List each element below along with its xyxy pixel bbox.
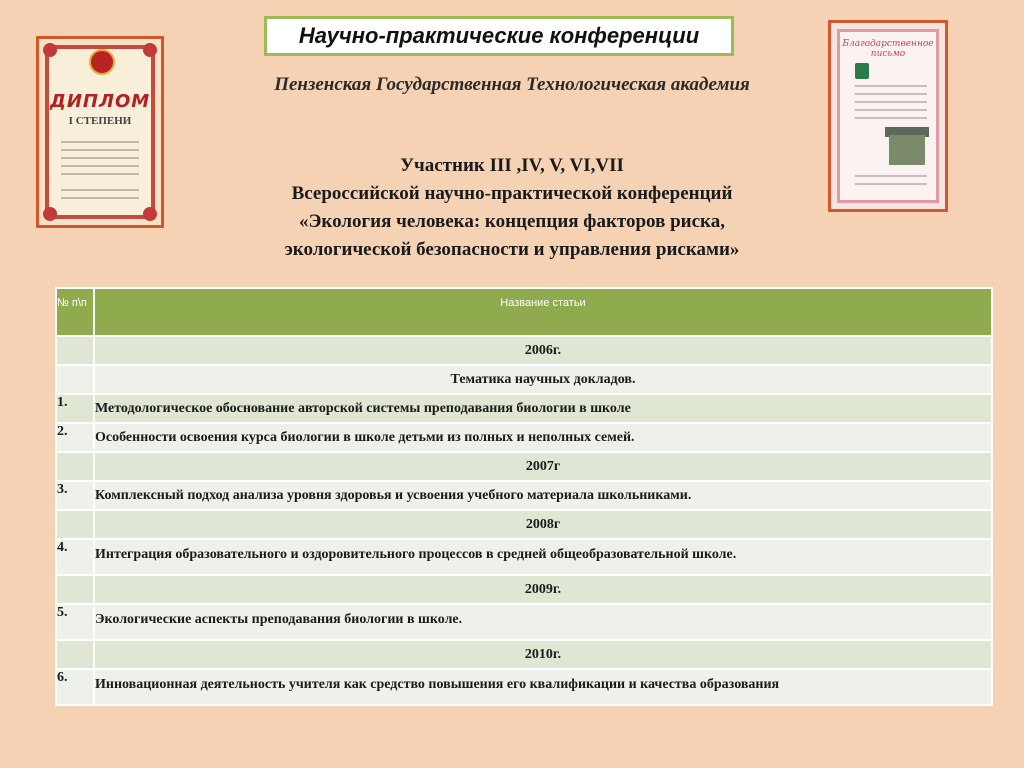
diploma-text-line bbox=[61, 173, 139, 175]
row-number bbox=[56, 640, 94, 669]
row-number: 3. bbox=[56, 481, 94, 510]
diploma-degree: I СТЕПЕНИ bbox=[68, 115, 132, 127]
year-heading: 2006г. bbox=[94, 336, 992, 365]
letter-text-line bbox=[855, 93, 927, 95]
diploma-text-line bbox=[61, 165, 139, 167]
coat-of-arms-icon bbox=[89, 49, 115, 75]
row-number bbox=[56, 365, 94, 394]
section-heading: Тематика научных докладов. bbox=[94, 365, 992, 394]
article-title: Комплексный подход анализа уровня здоровья и усвоения учебного материала школьниками. bbox=[94, 481, 992, 510]
letter-text-line bbox=[855, 117, 927, 119]
participant-line: Участник III ,IV, V, VI,VII bbox=[400, 155, 624, 176]
table-header-row bbox=[56, 288, 992, 336]
participant-line: Всероссийской научно-практической конференций bbox=[291, 183, 733, 204]
article-title: Инновационная деятельность учителя как средство повышения его квалификации и качества образования bbox=[94, 669, 992, 705]
article-title: Методологическое обоснование авторской системы преподавания биологии в школе bbox=[94, 394, 992, 423]
table-row bbox=[56, 539, 992, 575]
letter-text-line bbox=[855, 101, 927, 103]
column-header-title: Название статьи bbox=[94, 288, 992, 336]
row-number: 1. bbox=[56, 394, 94, 423]
table-row bbox=[56, 452, 992, 481]
gratitude-letter-image bbox=[828, 20, 948, 212]
diploma-ornament-icon bbox=[43, 43, 57, 57]
diploma-text-line bbox=[61, 141, 139, 143]
letter-logo-icon bbox=[855, 63, 869, 79]
year-heading: 2010г. bbox=[94, 640, 992, 669]
row-number: 4. bbox=[56, 539, 94, 575]
diploma-word: ДИПЛОМ bbox=[49, 91, 151, 112]
row-number: 6. bbox=[56, 669, 94, 705]
page-title: Научно-практические конференции bbox=[298, 23, 700, 48]
participant-line: «Экология человека: концепция факторов риска, bbox=[299, 211, 725, 232]
article-title: Особенности освоения курса биологии в школе детьми из полных и неполных семей. bbox=[94, 423, 992, 452]
page-title-box bbox=[264, 16, 734, 56]
letter-text-line bbox=[855, 183, 927, 185]
row-number bbox=[56, 336, 94, 365]
row-number: 5. bbox=[56, 604, 94, 640]
table-row bbox=[56, 510, 992, 539]
diploma-text-line bbox=[61, 189, 139, 191]
letter-text-line bbox=[855, 85, 927, 87]
diploma-ornament-icon bbox=[143, 43, 157, 57]
table-row bbox=[56, 575, 992, 604]
table-row bbox=[56, 365, 992, 394]
diploma-ornament-icon bbox=[43, 207, 57, 221]
table-row bbox=[56, 394, 992, 423]
row-number bbox=[56, 575, 94, 604]
building-icon bbox=[889, 135, 925, 165]
diploma-ornament-icon bbox=[143, 207, 157, 221]
organization-name: Пензенская Государственная Технологическая академия bbox=[274, 74, 750, 95]
year-heading: 2007г bbox=[94, 452, 992, 481]
letter-word: Благодарственное письмо bbox=[842, 39, 934, 59]
articles-table bbox=[55, 287, 993, 706]
letter-text-line bbox=[855, 175, 927, 177]
year-heading: 2009г. bbox=[94, 575, 992, 604]
table-row bbox=[56, 604, 992, 640]
table-row bbox=[56, 423, 992, 452]
participant-line: экологической безопасности и управления рисками» bbox=[284, 239, 740, 260]
table-row bbox=[56, 481, 992, 510]
diploma-image bbox=[36, 36, 164, 228]
row-number bbox=[56, 452, 94, 481]
diploma-text-line bbox=[61, 157, 139, 159]
row-number bbox=[56, 510, 94, 539]
letter-text-line bbox=[855, 109, 927, 111]
year-heading: 2008г bbox=[94, 510, 992, 539]
table-row bbox=[56, 669, 992, 705]
table-row bbox=[56, 640, 992, 669]
column-header-number: № п\п bbox=[56, 288, 94, 336]
table-row bbox=[56, 336, 992, 365]
participant-block bbox=[200, 152, 824, 264]
article-title: Интеграция образовательного и оздоровительного процессов в средней общеобразовательной школе. bbox=[94, 539, 992, 575]
diploma-text-line bbox=[61, 197, 139, 199]
article-title: Экологические аспекты преподавания биологии в школе. bbox=[94, 604, 992, 640]
diploma-text-line bbox=[61, 149, 139, 151]
row-number: 2. bbox=[56, 423, 94, 452]
